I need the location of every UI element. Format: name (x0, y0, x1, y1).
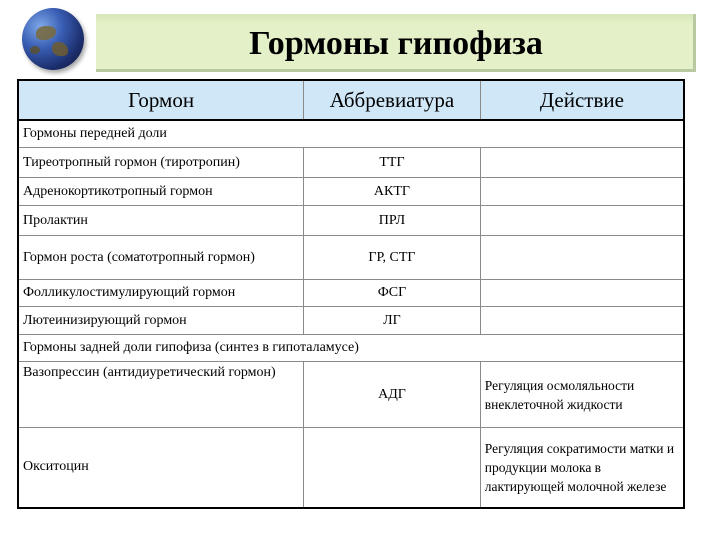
action-cell (480, 178, 684, 206)
hormone-cell: Пролактин (18, 206, 304, 236)
action-cell (480, 236, 684, 280)
table-row (18, 362, 684, 428)
action-cell (480, 148, 684, 178)
hormone-cell: Тиреотропный гормон (тиротропин) (18, 148, 304, 178)
section-label: Гормоны задней доли гипофиза (синтез в гипоталамусе) (18, 335, 684, 362)
section-row-posterior (18, 335, 684, 362)
table-row (18, 148, 684, 178)
table-row (18, 428, 684, 508)
hormone-cell: Вазопрессин (антидиуретический гормон) (18, 362, 304, 428)
globe-logo-icon (22, 8, 84, 70)
hormones-table (17, 79, 685, 509)
action-cell: Регуляция осмоляльности внеклеточной жидкости (480, 362, 684, 428)
hormone-cell: Окситоцин (18, 428, 304, 508)
section-label: Гормоны передней доли (18, 120, 684, 148)
table-row (18, 307, 684, 335)
header-action: Действие (480, 80, 684, 120)
table-row (18, 178, 684, 206)
action-cell (480, 206, 684, 236)
header-hormone: Гормон (18, 80, 304, 120)
abbr-cell: ЛГ (304, 307, 481, 335)
page-title: Гормоны гипофиза (249, 25, 543, 62)
action-cell (480, 280, 684, 307)
abbr-cell: АДГ (304, 362, 481, 428)
abbr-cell: АКТГ (304, 178, 481, 206)
hormone-cell: Лютеинизирующий гормон (18, 307, 304, 335)
abbr-cell (304, 428, 481, 508)
table-header-row (18, 80, 684, 120)
hormone-cell: Фолликулостимулирующий гормон (18, 280, 304, 307)
header-abbreviation: Аббревиатура (304, 80, 481, 120)
abbr-cell: ГР, СТГ (304, 236, 481, 280)
hormone-cell: Гормон роста (соматотропный гормон) (18, 236, 304, 280)
action-cell: Регуляция сократимости матки и продукции молока в лактирующей молочной железе (480, 428, 684, 508)
table-row (18, 236, 684, 280)
section-row-anterior (18, 120, 684, 148)
table-row (18, 280, 684, 307)
hormone-cell: Адренокортикотропный гормон (18, 178, 304, 206)
action-cell (480, 307, 684, 335)
abbr-cell: ТТГ (304, 148, 481, 178)
abbr-cell: ПРЛ (304, 206, 481, 236)
table-row (18, 206, 684, 236)
abbr-cell: ФСГ (304, 280, 481, 307)
